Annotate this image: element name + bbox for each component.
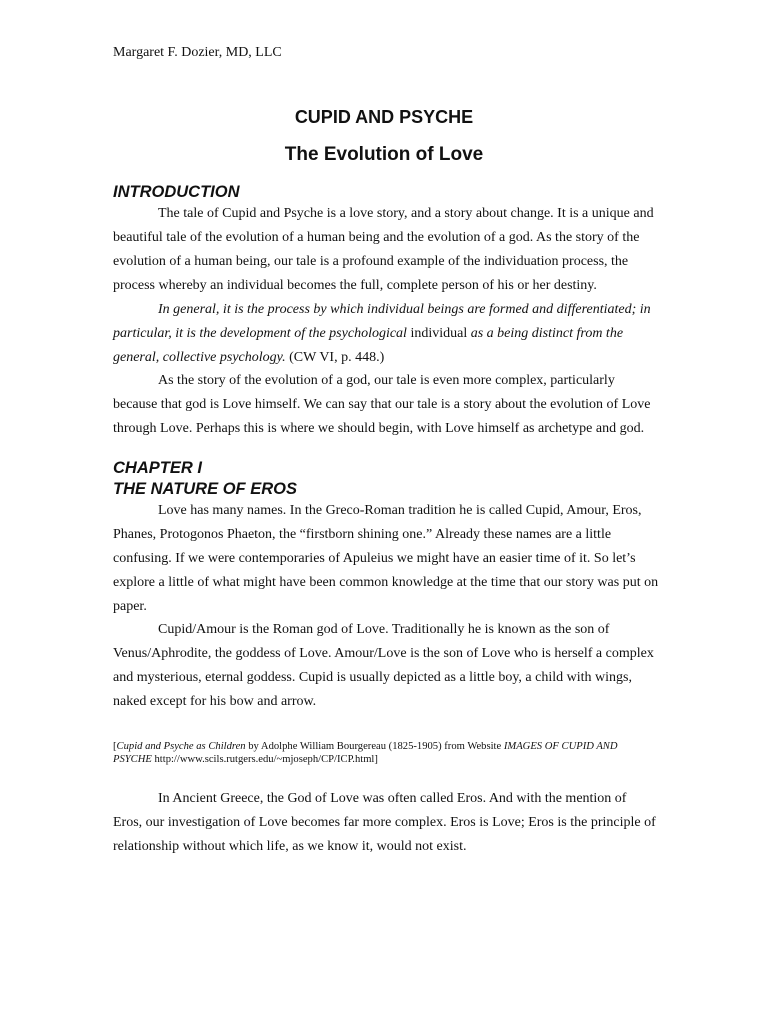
chapter-heading-number: CHAPTER I [113, 459, 202, 477]
quote-line [113, 322, 658, 346]
caption-website-name: PSYCHE [113, 754, 152, 765]
text-line: and mysterious, eternal goddess. Cupid is usually depicted as a little boy, a child with wings, [113, 670, 632, 685]
text-line: As the story of the evolution of a god, our tale is even more complex, particularly [158, 373, 615, 388]
quote-italic-text: particular, it is the development of the psychological [113, 326, 407, 341]
image-caption [113, 740, 663, 766]
text-line: because that god is Love himself. We can say that our tale is a story about the evolution of Love [113, 397, 651, 412]
text-line: paper. [113, 599, 147, 614]
caption-line [113, 753, 663, 766]
caption-website-name: IMAGES OF CUPID AND [503, 741, 618, 752]
quote-line: In general, it is the process by which individual beings are formed and differentiated; in [158, 302, 651, 317]
quote-citation: (CW VI, p. 448.) [285, 350, 385, 365]
text-line: The tale of Cupid and Psyche is a love story, and a story about change. It is a unique and [158, 206, 654, 221]
document-subtitle: The Evolution of Love [284, 144, 484, 165]
intro-paragraph-2 [113, 369, 658, 441]
caption-credit: by Adolphe William Bourgereau (1825-1905) from Website [245, 741, 504, 752]
caption-bracket: [ [113, 741, 117, 752]
caption-url: http://www.scils.rutgers.edu/~mjoseph/CP/ICP.html] [151, 754, 378, 765]
text-line: Love has many names. In the Greco-Roman tradition he is called Cupid, Amour, Eros, [158, 503, 642, 518]
text-line: Eros, our investigation of Love becomes far more complex. Eros is Love; Eros is the principle of [113, 815, 656, 830]
caption-line [113, 740, 663, 753]
chapter-heading-title: THE NATURE OF EROS [113, 480, 297, 498]
header-author: Margaret F. Dozier, MD, LLC [113, 45, 282, 60]
text-line: naked except for his bow and arrow. [113, 694, 317, 709]
text-line: relationship without which life, as we know it, would not exist. [113, 839, 467, 854]
text-line: In Ancient Greece, the God of Love was often called Eros. And with the mention of [158, 791, 627, 806]
document-title: CUPID AND PSYCHE [294, 107, 474, 127]
text-line: explore a little of what might have been common knowledge at the time that our story was put on [113, 575, 659, 590]
chapter-paragraph-1 [113, 499, 658, 619]
quote-roman-text: individual [406, 326, 471, 341]
jung-quote [113, 298, 658, 370]
chapter-paragraph-2 [113, 618, 658, 714]
quote-italic-text: general, collective psychology. [113, 350, 286, 365]
text-line: Cupid/Amour is the Roman god of Love. Traditionally he is known as the son of [158, 622, 610, 637]
text-line: process whereby an individual becomes the full, complete person of his or her destiny. [113, 278, 597, 293]
quote-line [113, 346, 658, 370]
text-line: through Love. Perhaps this is where we should begin, with Love himself as archetype and god. [113, 421, 645, 436]
intro-paragraph-1 [113, 202, 658, 298]
chapter-paragraph-3 [113, 787, 658, 859]
quote-italic-text: as a being distinct from the [470, 326, 624, 341]
text-line: Phanes, Protogonos Phaeton, the “firstborn shining one.” Already these names are a little [113, 527, 612, 542]
section-heading-introduction: INTRODUCTION [113, 183, 240, 201]
text-line: evolution of a human being, our tale is a profound example of the individuation process, the [113, 254, 629, 269]
caption-work-title: Cupid and Psyche as Children [116, 741, 246, 752]
text-line: confusing. If we were contemporaries of Apuleius we might have an easier time of it. So let’s [113, 551, 636, 566]
text-line: Venus/Aphrodite, the goddess of Love. Amour/Love is the son of Love who is herself a complex [113, 646, 654, 661]
text-line: beautiful tale of the evolution of a human being and the evolution of a god. As the story of the [113, 230, 640, 245]
